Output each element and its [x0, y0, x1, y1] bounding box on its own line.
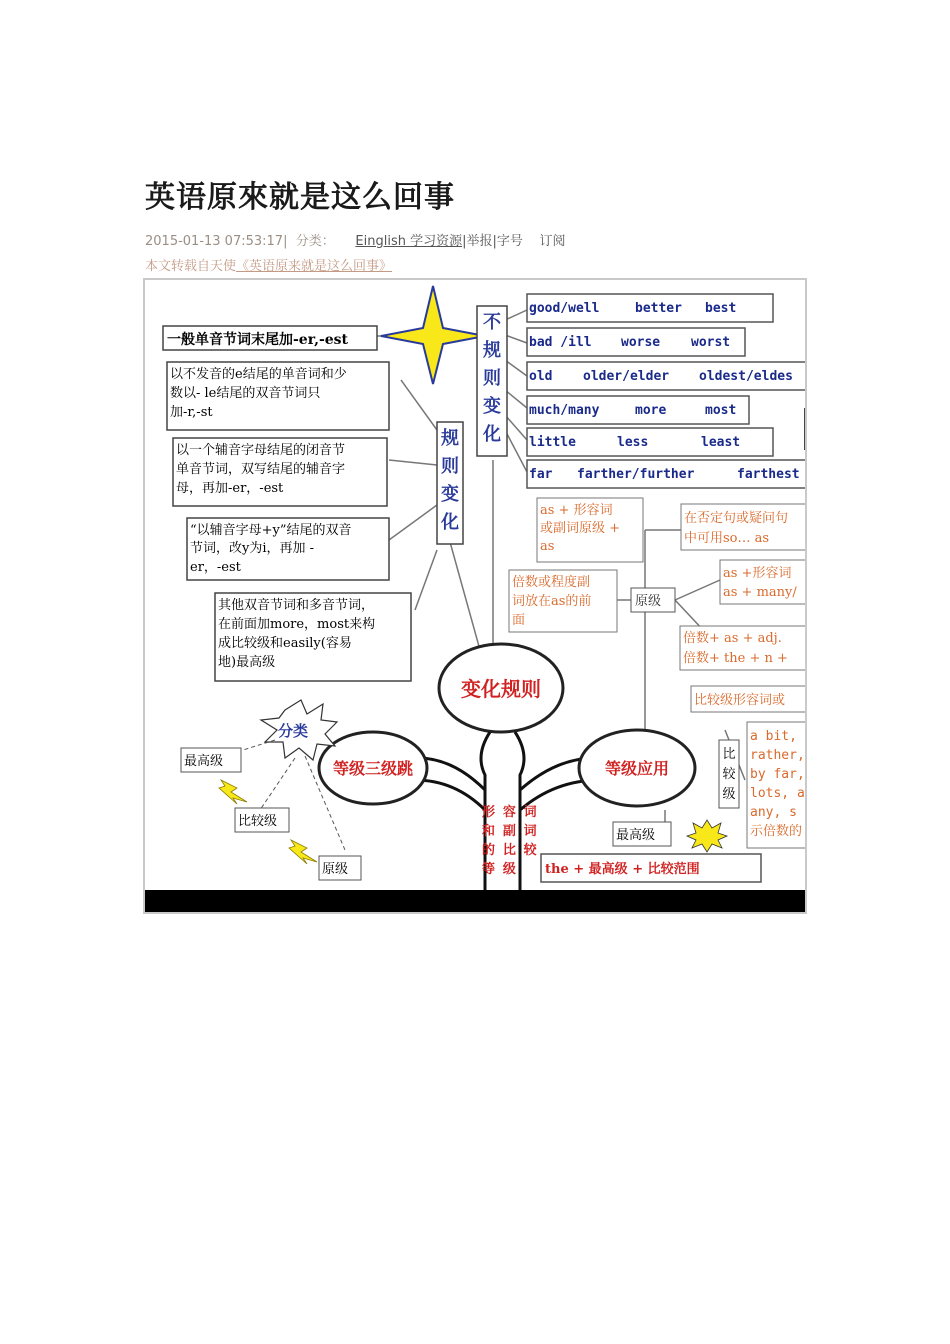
irregular-char: 变 — [483, 396, 501, 417]
level-box-positive — [319, 856, 361, 880]
irregular-word: most — [705, 403, 737, 418]
zuigaoji-text: 最高级 — [616, 828, 656, 843]
as-box — [537, 498, 643, 562]
bijiao-char: 级 — [722, 787, 736, 802]
regular-change-label — [437, 422, 463, 544]
irregular-word: more — [635, 403, 667, 418]
irregular-word: best — [705, 301, 737, 316]
article-title: 英语原來就是这么回事 — [145, 180, 455, 215]
star-icon — [381, 286, 485, 384]
rule-text: 一般单音节词末尾加-er,-est — [167, 332, 349, 348]
times-adj-box — [680, 626, 805, 670]
rule-text: 母，再加-er，-est — [176, 481, 284, 496]
apply-node — [579, 730, 695, 806]
as-many-text: as + many/ — [723, 585, 797, 600]
level-text: 最高级 — [184, 754, 224, 769]
irregular-word: oldest/eldes — [699, 369, 793, 384]
level-text: 原级 — [322, 862, 349, 877]
bijiao-word: rather, — [750, 748, 805, 763]
report-link[interactable]: 举报 — [466, 234, 493, 249]
rule-box-2 — [167, 362, 389, 430]
times-text: 倍数或程度副 — [512, 575, 591, 590]
three-levels-node — [319, 732, 427, 804]
irregular-word: far — [529, 467, 553, 482]
as-text: as + 形容词 — [540, 503, 613, 518]
as-text: 或副词原级 + — [540, 521, 621, 536]
irregular-word: good/well — [529, 301, 600, 316]
center-text: 变化规则 — [461, 677, 541, 701]
rule-text: 其他双音节词和多音节词， — [218, 598, 375, 613]
irregular-change-label — [477, 306, 507, 456]
source-line — [145, 255, 392, 274]
irregular-word: much/many — [529, 403, 600, 418]
regular-char: 变 — [441, 484, 459, 505]
neg-text: 在否定句或疑问句 — [684, 511, 789, 526]
bijiao-word: by far, — [750, 767, 805, 782]
irregular-table — [527, 294, 805, 488]
yuanji-text: 原级 — [635, 594, 662, 609]
as-text: as — [540, 539, 555, 554]
bijiao-char: 较 — [722, 767, 736, 782]
bijiao-vertical-box — [719, 740, 739, 808]
rule-text: 在前面加more，most来构 — [218, 617, 376, 632]
article-date: 2015-01-13 07:53:17 — [145, 234, 284, 249]
category-link[interactable]: Einglish 学习资源 — [355, 234, 463, 249]
rule-box-4 — [187, 518, 389, 580]
mindmap-figure — [143, 278, 807, 914]
rule-text: 地)最高级 — [218, 655, 276, 670]
times-adj-text: 倍数+ the + n + — [683, 651, 788, 666]
trunk-label — [482, 804, 538, 877]
level-text: 比较级 — [238, 814, 278, 829]
source-link[interactable]: 《英语原来就是这么回事》 — [236, 259, 393, 274]
regular-char: 化 — [441, 512, 459, 533]
irregular-word: worst — [691, 335, 731, 350]
bijiao-char: 比 — [722, 747, 736, 762]
bijiao-title-box — [691, 686, 805, 712]
regular-char: 则 — [441, 456, 459, 477]
bijiao-title-text: 比较级形容词或 — [694, 693, 786, 708]
lightning-icon — [219, 780, 247, 804]
irregular-word: older/elder — [583, 369, 670, 384]
category-prefix: 分类： — [295, 234, 335, 249]
times-text: 词放在as的前 — [512, 594, 592, 609]
rule-text: 加-r,-st — [170, 405, 213, 420]
trunk-text: 和 副 词 — [482, 824, 537, 839]
irregular-word: worse — [621, 335, 661, 350]
irregular-char: 不 — [483, 312, 501, 333]
times-box — [509, 570, 617, 632]
lightning-icon — [289, 840, 317, 864]
rule-text: 数以- le结尾的双音节词只 — [170, 386, 321, 401]
bijiao-word: lots, a — [750, 786, 805, 801]
irregular-word: better — [635, 301, 682, 316]
bijiao-words-box — [747, 722, 805, 848]
center-node — [439, 644, 563, 732]
trunk-text: 形 容 词 — [482, 805, 537, 820]
zuigaoji-box — [613, 822, 671, 846]
irregular-char: 则 — [483, 368, 501, 389]
rule-text: 以一个辅音字母结尾的闭音节 — [176, 443, 346, 458]
rule-text: 成比较级和easily(容易 — [218, 636, 352, 651]
trunk-text: 等 级 — [482, 862, 516, 877]
rule-text: “以辅音字母+y”结尾的双音 — [190, 523, 352, 538]
mindmap-diagram — [145, 280, 805, 912]
as-many-text: as +形容词 — [723, 566, 792, 581]
burst-icon — [687, 820, 727, 852]
rule-box-5 — [215, 593, 411, 681]
rule-box-1 — [163, 326, 377, 350]
rule-text: 以不发音的e结尾的单音词和少 — [170, 367, 347, 382]
times-text: 面 — [512, 613, 526, 628]
bijiao-word: any, s — [750, 805, 797, 820]
negative-box — [681, 504, 805, 550]
font-size-link[interactable]: 字号 — [496, 234, 523, 249]
irregular-word: least — [701, 435, 741, 450]
irregular-word: bad /ill — [529, 335, 592, 350]
yuanji-box — [631, 588, 675, 612]
irregular-word: old — [529, 369, 553, 384]
bottom-bar — [145, 890, 805, 912]
rule-text: 单音节词，双写结尾的辅音字 — [176, 462, 346, 477]
irregular-word: farther/further — [577, 467, 695, 482]
rule-text: er，-est — [190, 560, 241, 575]
regular-char: 规 — [441, 428, 459, 449]
as-many-box — [720, 560, 805, 604]
level-box-comparative — [235, 808, 289, 832]
classify-text: 分类 — [277, 722, 309, 740]
times-adj-text: 倍数+ as + adj. — [683, 631, 782, 646]
irregular-word: little — [529, 435, 576, 450]
the-most-box — [541, 854, 761, 882]
apply-text: 等级应用 — [604, 759, 670, 778]
bijiao-word: 示倍数的 — [750, 824, 803, 839]
the-most-text: the + 最高级 + 比较范围 — [545, 862, 700, 877]
irregular-char: 规 — [483, 340, 501, 361]
trunk-text: 的 比 较 — [482, 843, 537, 858]
irregular-char: 化 — [483, 424, 501, 445]
rule-text: 节词，改y为i，再加 - — [190, 541, 315, 556]
source-prefix: 本文转载自天使 — [145, 259, 237, 274]
bijiao-word: a bit, — [750, 729, 797, 744]
article-meta: 2015-01-13 07:53:17| 分类： Einglish 学习资源|举报|字号 订阅 — [145, 234, 566, 249]
neg-text: 中可用so… as — [684, 531, 770, 546]
level-box-highest — [181, 748, 241, 772]
irregular-word: farthest — [737, 467, 800, 482]
rule-box-3 — [173, 438, 387, 506]
three-levels-text: 等级三级跳 — [332, 759, 414, 778]
irregular-word: less — [617, 435, 649, 450]
subscribe-link[interactable]: 订阅 — [539, 234, 566, 249]
